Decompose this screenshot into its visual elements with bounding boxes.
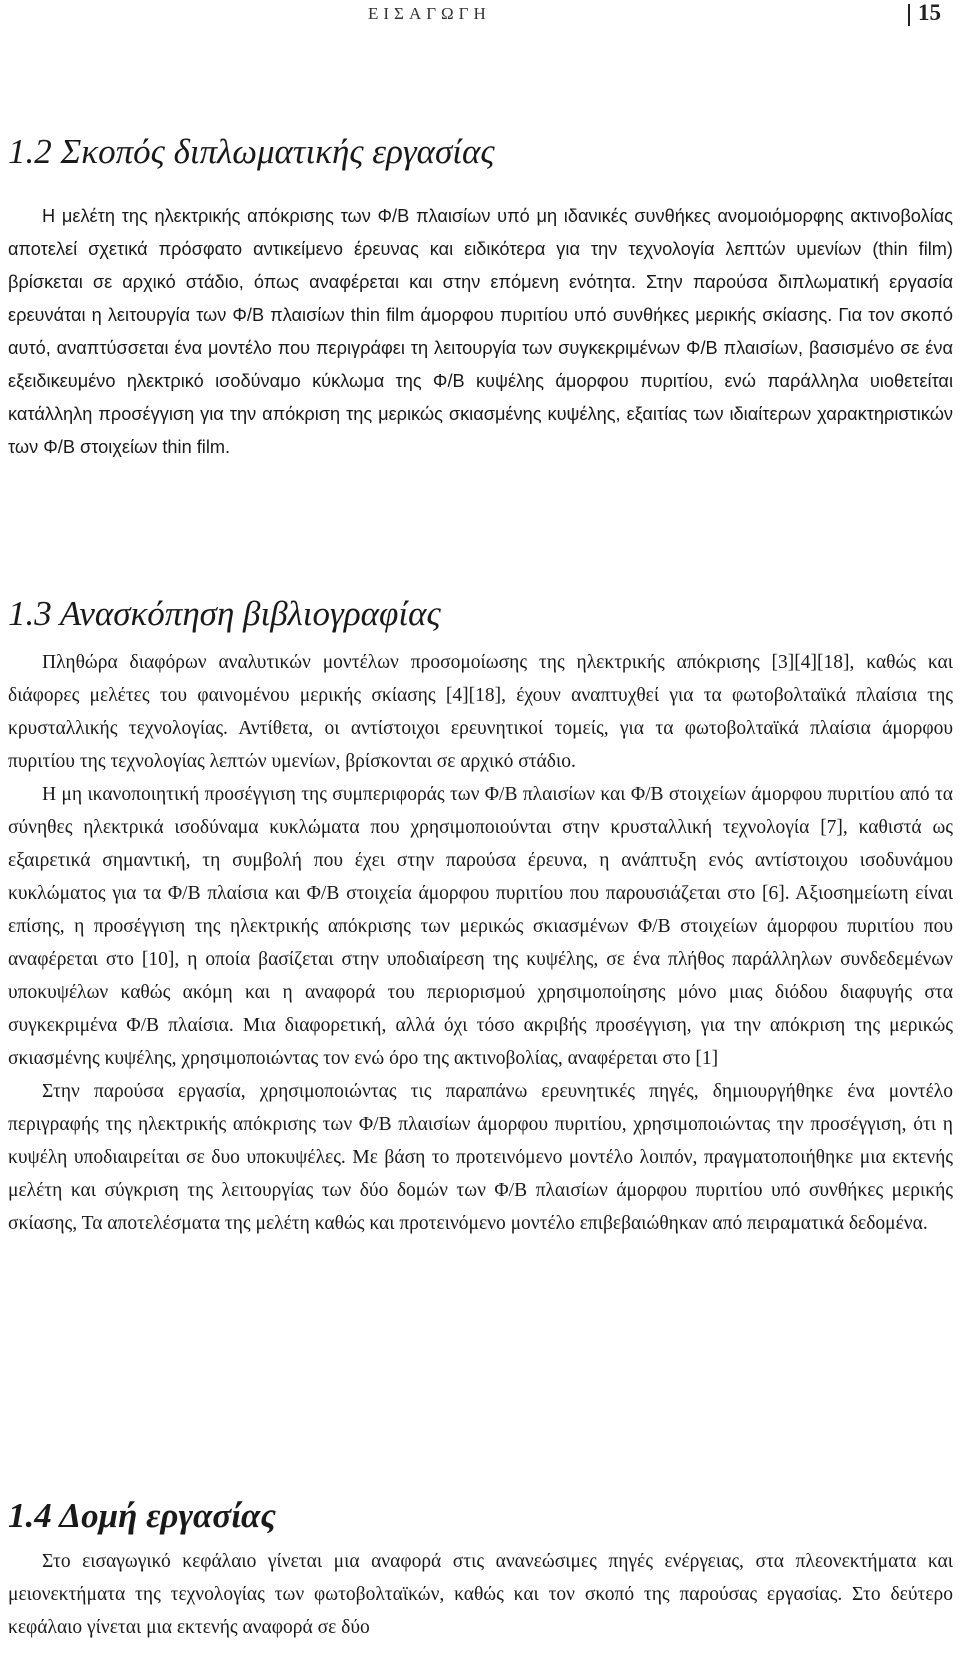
paragraph: Η μελέτη της ηλεκτρικής απόκρισης των Φ/Β πλαισίων υπό μη ιδανικές συνθήκες ανομοιόμορφης ακτινοβολίας αποτελεί σχετικά πρόσφατο αντικείμενο έρευνας και ειδικότερα για την τεχνολογία λεπτών υμενίων (thin film) βρίσκεται σε αρχικό στάδιο, όπως αναφέρεται και στην επόμενη ενότητα. Στην παρούσα διπλωματική εργασία ερευνάται η λειτουργία των Φ/Β πλαισίων thin film άμορφου πυριτίου υπό συνθήκες μερικής σκίασης. Για τον σκοπό αυτό, αναπτύσσεται ένα μοντέλο που περιγράφει τη λειτουργία των συγκεκριμένων Φ/Β πλαισίων, βασισμένο σε ένα εξειδικευμένο ηλεκτρικό ισοδύναμο κύκλωμα της Φ/Β κυψέλης άμορφου πυριτίου, ενώ παράλληλα υιοθετείται κατάλληλη προσέγγιση για την απόκριση της μερικώς σκιασμένης κυψέλης, εξαιτίας των ιδιαίτερων χαρακτηριστικών των Φ/Β στοιχείων thin film. <box>8 206 953 457</box>
running-header <box>0 0 960 30</box>
paragraph: Η μη ικανοποιητική προσέγγιση της συμπεριφοράς των Φ/Β πλαισίων και Φ/Β στοιχείων άμορφου πυριτίου από τα σύνηθες ηλεκτρικά ισοδύναμα κυκλώματα που χρησιμοποιούνται στην κρυσταλλική τεχνολογία [7], καθιστά ως εξαιρετικά σημαντική, τη συμβολή που έχει στην παρούσα έρευνα, η ανάπτυξη ενός αντίστοιχου ισοδυνάμου κυκλώματος για τα Φ/Β πλαίσια και Φ/Β στοιχεία άμορφου πυριτίου που παρουσιάζεται στο [6]. Αξιοσημείωτη είναι επίσης, η προσέγγιση της ηλεκτρικής απόκρισης των μερικώς σκιασμένων Φ/Β στοιχείων άμορφου πυριτίου που αναφέρεται στο [10], η οποία βασίζεται στην υποδιαίρεση της κυψέλης, σε ένα πλήθος παράλληλων συνδεδεμένων υποκυψέλων καθώς ακόμη και η αναφορά του περιορισμού χρησιμοποίησης μόνο μιας διόδου διαφυγής στα συγκεκριμένα Φ/Β πλαίσια. Μια διαφορετική, αλλά όχι τόσο ακριβής προσέγγιση, για την απόκριση της μερικώς σκιασμένης κυψέλης, χρησιμοποιώντας τον ενώ όρο της ακτινοβολίας, αναφέρεται στο [1] <box>8 784 953 1069</box>
section-body-1-2 <box>8 200 953 464</box>
paragraph: Στην παρούσα εργασία, χρησιμοποιώντας τις παραπάνω ερευνητικές πηγές, δημιουργήθηκε ένα μοντέλο περιγραφής της ηλεκτρικής απόκρισης των Φ/Β πλαισίων άμορφου πυριτίου, χρησιμοποιώντας την προσέγγιση, ότι η κυψέλη υποδιαιρείται σε δυο υποκυψέλες. Με βάση το προτεινόμενο μοντέλο λοιπόν, πραγματοποιήθηκε μια εκτενής μελέτη και σύγκριση της λειτουργίας των δύο δομών των Φ/Β πλαισίων άμορφου πυριτίου υπό συνθήκες μερικής σκίασης, Τα αποτελέσματα της μελέτη καθώς και προτεινόμενο μοντέλο επιβεβαιώθηκαν από πειραματικά δεδομένα. <box>8 1081 953 1234</box>
section-heading-1-4: 1.4 Δομή εργασίας <box>8 1496 276 1535</box>
header-divider <box>908 4 910 26</box>
paragraph: Πληθώρα διαφόρων αναλυτικών μοντέλων προσομοίωσης της ηλεκτρικής απόκρισης [3][4][18], καθώς και διάφορες μελέτες του φαινομένου μερικής σκίασης [4][18], έχουν αναπτυχθεί για τα φωτοβολταϊκά πλαίσια της κρυσταλλικής τεχνολογίας. Αντίθετα, οι αντίστοιχοι ερευνητικοί τομείς, για τα φωτοβολταϊκά πλαίσια άμορφου πυριτίου της τεχνολογίας λεπτών υμενίων, βρίσκονται σε αρχικό στάδιο. <box>8 652 953 772</box>
running-title: ΕΙΣΑΓΩΓΗ <box>368 4 491 23</box>
section-body-1-4 <box>8 1545 953 1644</box>
paragraph: Στο εισαγωγικό κεφάλαιο γίνεται μια αναφορά στις ανανεώσιμες πηγές ενέργειας, στα πλεονεκτήματα και μειονεκτήματα της τεχνολογίας των φωτοβολταϊκών, καθώς και τον σκοπό της παρούσας εργασίας. Στο δεύτερο κεφάλαιο γίνεται μια εκτενής αναφορά σε δύο <box>8 1551 953 1638</box>
section-heading-1-2: 1.2 Σκοπός διπλωματικής εργασίας <box>8 132 495 171</box>
section-body-1-3 <box>8 646 953 1240</box>
section-heading-1-3: 1.3 Ανασκόπηση βιβλιογραφίας <box>8 594 441 633</box>
page-number: 15 <box>918 0 941 25</box>
